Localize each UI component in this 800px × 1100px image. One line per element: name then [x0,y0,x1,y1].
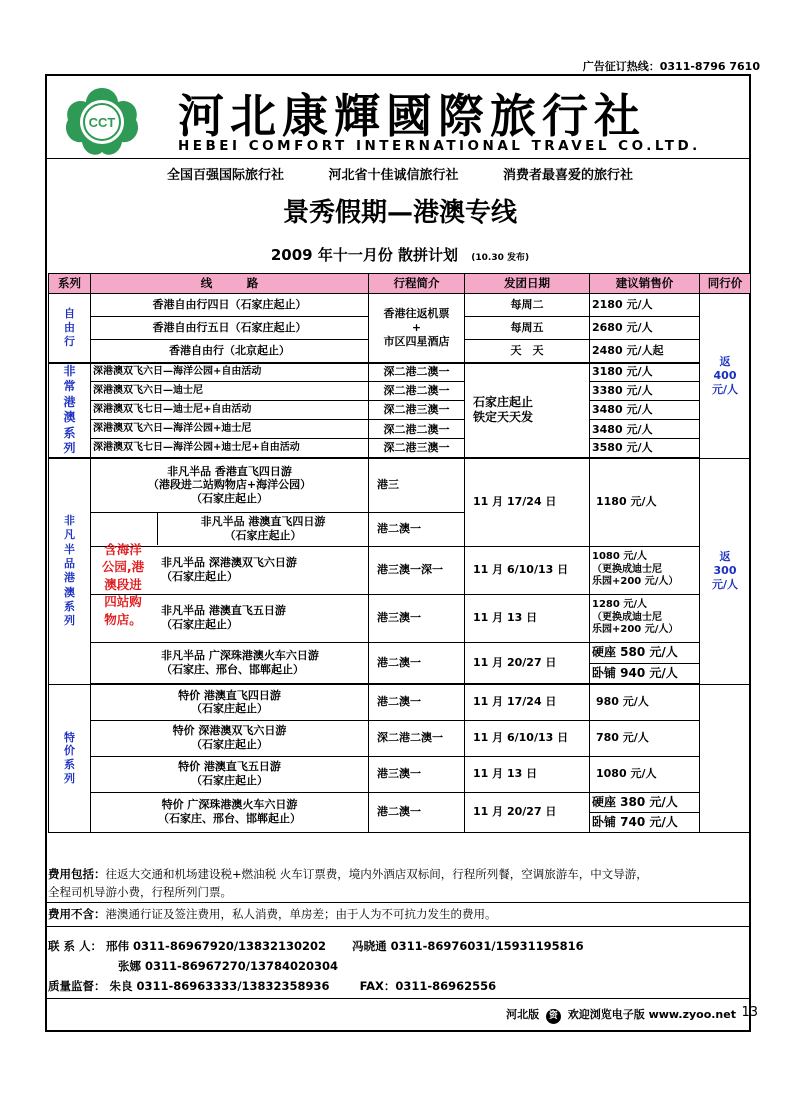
intro-cell: 港二澳一 [369,642,465,684]
date-cell: 11 月 17/24 日 [465,458,590,546]
table-row [49,546,751,594]
header-price: 建议销售价 [590,274,700,294]
route-cell: 深港澳双飞七日—海洋公园+迪士尼+自由活动 [91,439,369,458]
route-cell: 深港澳双飞六日—海洋公园+自由活动 [91,363,369,382]
table-row [49,792,751,812]
footer-site: 欢迎浏览电子版 www.zyoo.net [567,1008,736,1021]
route-cell: 特价 深港澳双飞六日游 （石家庄起止） [91,720,369,756]
intro-cell: 深二港二澳一 [369,720,465,756]
date-cell: 石家庄起止 铁定天天发 [465,363,590,459]
date-cell: 每周二 [465,294,590,317]
fee-exclude [48,906,497,922]
route-cell: 特价 广深珠港澳火车六日游 （石家庄、邢台、邯郸起止） [91,792,369,832]
footer-edition: 河北版 [506,1008,540,1021]
ad-hotline: 广告征订热线：0311-8796 7610 [582,60,760,73]
company-name-cn: 河北康輝國際旅行社 [178,89,646,143]
logo-text: CCT [88,115,116,130]
intro-cell: 港二澳一 [369,684,465,720]
honor-2: 河北省十佳诚信旅行社 [328,168,459,183]
intro-cell: 港三澳一深一 [369,546,465,594]
date-cell: 11 月 17/24 日 [465,684,590,720]
price-cell: 3380 元/人 [590,382,700,401]
series-label-hkmo: 非 常 港 澳 系 列 [49,363,91,459]
intro-cell: 港三 [369,458,465,512]
table-row [49,439,751,458]
route-text: 非凡半品 港澳直飞五日游 （石家庄起止） [161,604,286,632]
page-footer [506,1006,736,1024]
page-title: 景秀假期—港澳专线 [282,198,517,228]
plan-subtitle [0,244,800,265]
price-cell: 3480 元/人 [590,420,700,439]
intro-cell: 港三澳一 [369,756,465,792]
price-cell: 780 元/人 [590,720,700,756]
price-cell: 3180 元/人 [590,363,700,382]
header-peer-price: 同行价 [700,274,751,294]
intro-cell: 香港往返机票 + 市区四星酒店 [369,294,465,363]
route-text: 非凡半品 广深珠港澳火车六日游 （石家庄、邢台、邯郸起止） [161,649,319,676]
date-cell: 11 月 20/27 日 [465,792,590,832]
company-name-en: HEBEI COMFORT INTERNATIONAL TRAVEL CO.LTD. [178,138,701,154]
contact-fengxiaotong: 冯晓通 0311-86976031/15931195816 [352,939,584,953]
price-cell: 1080 元/人 （更换成迪士尼 乐园+200 元/人） [590,546,700,594]
route-cell: 深港澳双飞六日—海洋公园+迪士尼 [91,420,369,439]
price-cell: 卧铺 940 元/人 [590,663,700,684]
price-cell: 1280 元/人 （更换成迪士尼 乐园+200 元/人） [590,594,700,642]
publish-note: (10.30 发布) [471,253,530,263]
table-header-row [49,274,751,294]
empty-cell [700,684,751,832]
fax: FAX：0311-86962556 [359,979,497,993]
contact-zhangna: 张娜 0311-86967270/13784020304 [118,959,339,973]
price-cell: 3480 元/人 [590,401,700,420]
intro-cell: 港二澳一 [369,792,465,832]
route-cell: 香港自由行（北京起止） [91,340,369,363]
price-cell: 2480 元/人起 [590,340,700,363]
series-label-free: 自 由 行 [49,294,91,363]
date-cell: 每周五 [465,317,590,340]
route-cell: 特价 港澳直飞五日游 （石家庄起止） [91,756,369,792]
supervision-line [48,978,496,994]
fee-include-label: 费用包括： [48,867,106,881]
intro-cell: 港三澳一 [369,594,465,642]
table-row [49,458,751,512]
fee-exclude-text: 港澳通行证及签注费用，私人消费，单房差；由于人为不可抗力发生的费用。 [105,907,497,921]
note-shopping: 含海洋 公园,港 澳段进 四站购 物店。 [101,541,145,627]
supervise-contact: 朱良 0311-86963333/13832358936 [109,979,330,993]
fee-exclude-label: 费用不含： [48,907,106,921]
honor-1: 全国百强国际旅行社 [166,168,284,183]
intro-cell: 深二港二澳一 [369,382,465,401]
table-row [49,642,751,663]
date-cell: 11 月 6/10/13 日 [465,546,590,594]
price-cell: 1080 元/人 [590,756,700,792]
route-text: 非凡半品 深港澳双飞六日游 （石家庄起止） [161,556,297,584]
return-300: 返 300 元/人 [700,458,751,684]
price-cell: 2180 元/人 [590,294,700,317]
intro-cell: 深二港三澳一 [369,439,465,458]
route-cell: 深港澳双飞七日—迪士尼+自由活动 [91,401,369,420]
date-cell: 11 月 13 日 [465,594,590,642]
honor-3: 消费者最喜爱的旅行社 [503,168,634,183]
table-row [49,363,751,382]
contact-xingwei: 邢伟 0311-86967920/13832130202 [106,939,327,953]
route-text: 非凡半品 港澳直飞四日游 （石家庄起止） [200,515,326,543]
subtitle-text: 2009 年十一月份 散拼计划 [270,246,459,264]
zi-badge-icon: 资 [546,1009,561,1024]
divider [47,998,749,999]
header-route: 线 路 [91,274,369,294]
table-row [49,756,751,792]
price-cell: 2680 元/人 [590,317,700,340]
price-cell: 硬座 380 元/人 [590,792,700,812]
date-cell: 天 天 [465,340,590,363]
price-cell: 卧铺 740 元/人 [590,812,700,832]
intro-cell: 深二港二澳一 [369,363,465,382]
supervise-label: 质量监督： [48,979,106,993]
header-series: 系列 [49,274,91,294]
route-cell: 深港澳双飞六日—迪士尼 [91,382,369,401]
tour-table [48,273,751,833]
route-cell: 香港自由行四日（石家庄起止） [91,294,369,317]
divider [47,902,749,903]
intro-cell: 港二澳一 [369,512,465,546]
contacts-line-1 [48,938,584,954]
table-row [49,294,751,317]
price-cell: 980 元/人 [590,684,700,720]
price-cell: 硬座 580 元/人 [590,642,700,663]
return-400: 返 400 元/人 [700,294,751,459]
route-cell: 非凡半品 香港直飞四日游 （港段进二站购物店+海洋公园） （石家庄起止） [91,458,369,512]
table-row [49,684,751,720]
intro-cell: 深二港二澳一 [369,420,465,439]
table-row [49,720,751,756]
route-cell: 特价 港澳直飞四日游 （石家庄起止） [91,684,369,720]
price-cell: 1180 元/人 [590,458,700,546]
series-label-special: 特 价 系 列 [49,684,91,832]
series-label-half: 非 凡 半 品 港 澳 系 列 [49,458,91,684]
route-cell: 香港自由行五日（石家庄起止） [91,317,369,340]
divider [47,926,749,927]
fee-include-text: 往返大交通和机场建设税+燃油税 火车订票费，境内外酒店双标间，行程所列餐，空调旅游车，中文导游， 全程司机导游小费，行程所列门票。 [48,867,648,899]
fee-include [48,866,738,902]
table-row [49,420,751,439]
date-cell: 11 月 20/27 日 [465,642,590,684]
date-cell: 11 月 6/10/13 日 [465,720,590,756]
table-row [49,382,751,401]
table-row [49,401,751,420]
header-intro: 行程简介 [369,274,465,294]
company-logo [62,86,142,158]
route-cell [91,642,369,684]
price-cell: 3580 元/人 [590,439,700,458]
contact-label: 联 系 人： [48,939,103,953]
divider [47,158,749,159]
date-cell: 11 月 13 日 [465,756,590,792]
honors-line [0,164,800,183]
page-number: 13 [741,1005,758,1020]
intro-cell: 深二港三澳一 [369,401,465,420]
header-date: 发团日期 [465,274,590,294]
